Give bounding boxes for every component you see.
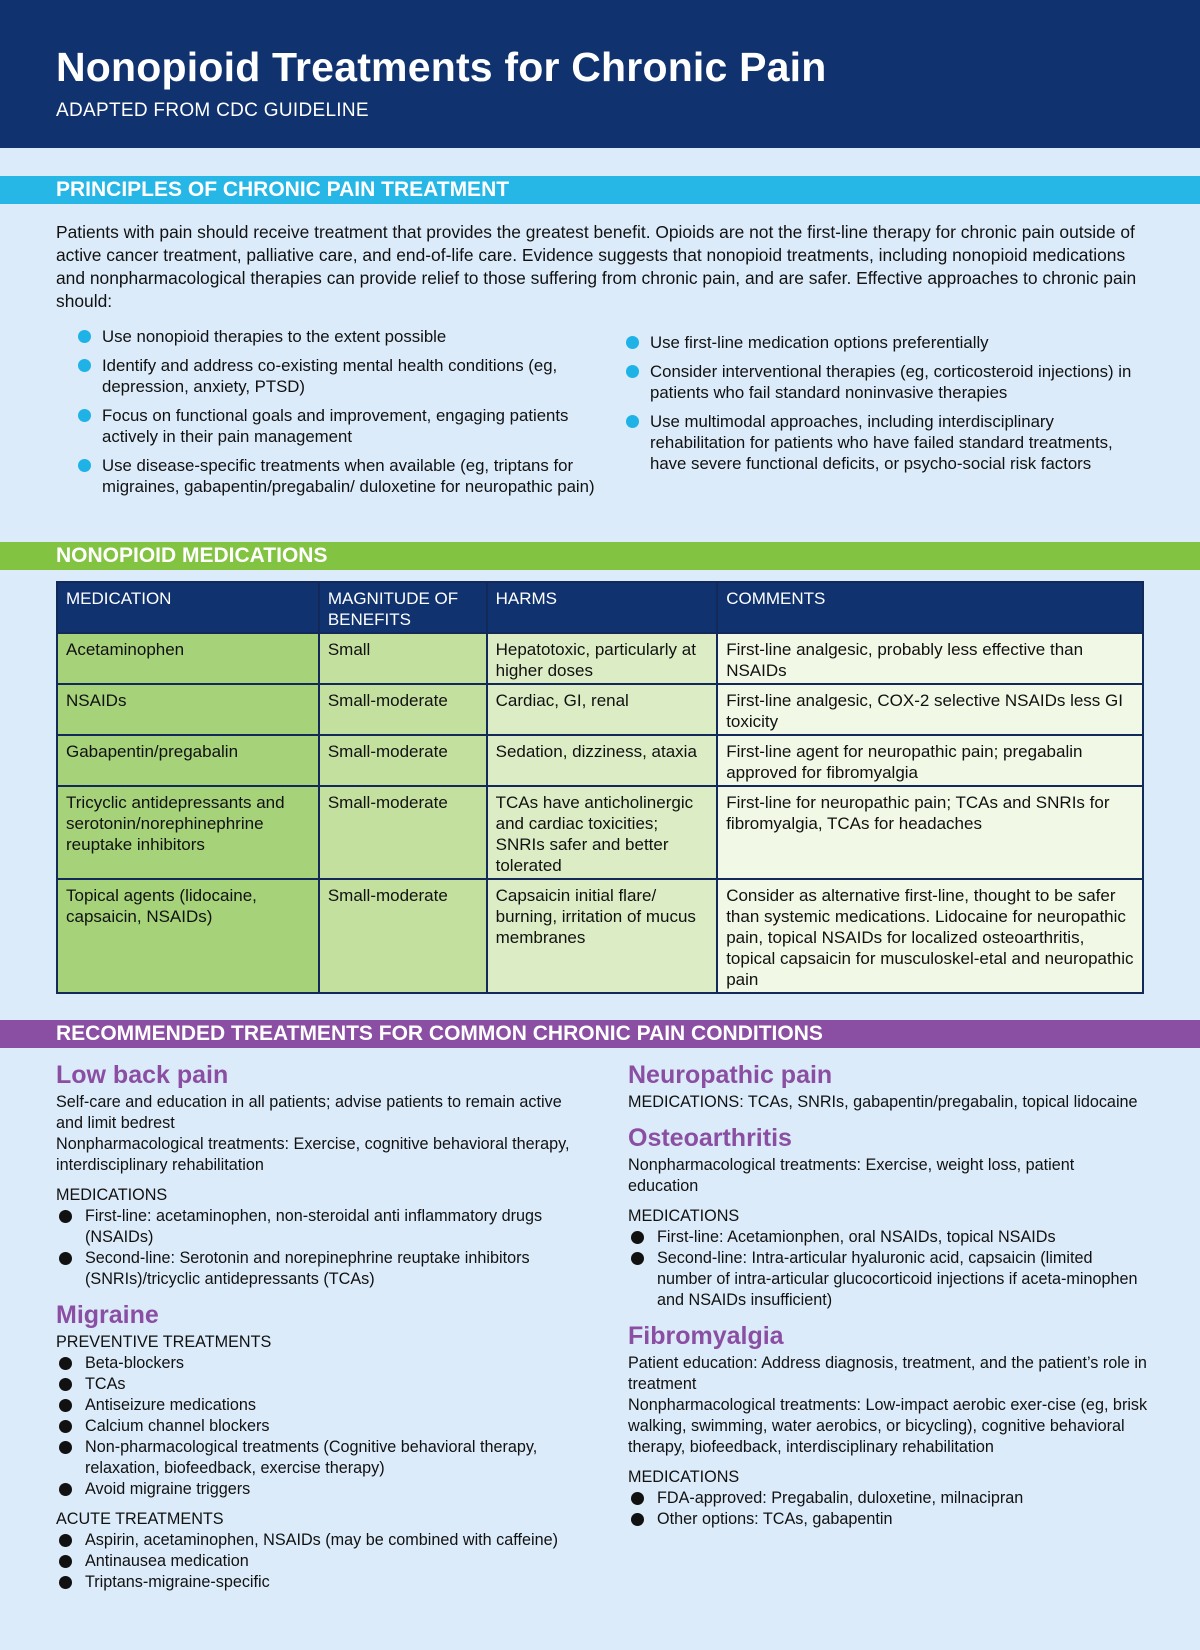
table-cell: Small-moderate xyxy=(319,879,487,993)
principles-intro: Patients with pain should receive treatment that provides the greatest benefit. Opioids are not the first-line therapy for chronic pain outside of active cancer treatment, palliative care, and end-of-life care. Evidence suggests that nonopioid treatments, including nonopioid medications and nonpharmacological therapies can provide relief to those suffering from chronic pain, and are safer. Effective approaches to chronic pain should: xyxy=(56,222,1137,311)
list-item: TCAs xyxy=(56,1374,576,1395)
list-item: FDA-approved: Pregabalin, duloxetine, milnacipran xyxy=(628,1488,1148,1509)
table-cell: Capsaicin initial flare/ burning, irritation of mucus membranes xyxy=(487,879,718,993)
list-item: Triptans-migraine-specific xyxy=(56,1572,576,1593)
table-cell: Tricyclic antidepressants and serotonin/norephinephrine reuptake inhibitors xyxy=(57,786,319,879)
table-row xyxy=(57,633,1143,684)
medications-heading: NONOPIOID MEDICATIONS xyxy=(0,542,1200,570)
list-item: Use multimodal approaches, including interdisciplinary rehabilitation for patients who have failed standard treatments, have severe functional deficits, or psycho-social risk factors xyxy=(604,411,1144,474)
page-subtitle: ADAPTED FROM CDC GUIDELINE xyxy=(56,100,369,121)
migraine-title: Migraine xyxy=(56,1301,159,1329)
list-item: Avoid migraine triggers xyxy=(56,1479,576,1500)
migraine-acute-list xyxy=(56,1530,576,1593)
table-row xyxy=(57,879,1143,993)
table-cell: First-line for neuropathic pain; TCAs and SNRIs for fibromyalgia, TCAs for headaches xyxy=(717,786,1143,879)
principles-right-list xyxy=(604,332,1144,482)
osteoarthritis-title: Osteoarthritis xyxy=(628,1124,792,1152)
list-item: Focus on functional goals and improvement, engaging patients actively in their pain management xyxy=(56,405,616,447)
list-item: Second-line: Serotonin and norepinephrine reuptake inhibitors (SNRIs)/tricyclic antidepressants (TCAs) xyxy=(56,1248,576,1290)
low-back-meds-label: MEDICATIONS xyxy=(56,1186,168,1204)
table-cell: First-line analgesic, probably less effective than NSAIDs xyxy=(717,633,1143,684)
column-header: MAGNITUDE OF BENEFITS xyxy=(319,582,487,633)
list-item: Use first-line medication options preferentially xyxy=(604,332,1144,353)
list-item: Non-pharmacological treatments (Cognitive behavioral therapy, relaxation, biofeedback, exercise therapy) xyxy=(56,1437,576,1479)
principles-heading: PRINCIPLES OF CHRONIC PAIN TREATMENT xyxy=(0,176,1200,204)
column-header: COMMENTS xyxy=(717,582,1143,633)
table-row xyxy=(57,735,1143,786)
low-back-meds-list xyxy=(56,1206,576,1290)
fibromyalgia-nonpharm: Nonpharmacological treatments: Low-impact aerobic exer-cise (eg, brisk walking, swimming, water aerobics, or bicycling), cognitive behavioral therapy, biofeedback, interdisciplinary rehabilitation xyxy=(628,1396,1148,1456)
column-header: HARMS xyxy=(487,582,718,633)
list-item: First-line: acetaminophen, non-steroidal anti inflammatory drugs (NSAIDs) xyxy=(56,1206,576,1248)
table-cell: Hepatotoxic, particularly at higher doses xyxy=(487,633,718,684)
page-title: Nonopioid Treatments for Chronic Pain xyxy=(56,44,827,90)
list-item: Other options: TCAs, gabapentin xyxy=(628,1509,1148,1530)
list-item: Use nonopioid therapies to the extent possible xyxy=(56,326,616,347)
list-item: Antiseizure medications xyxy=(56,1395,576,1416)
list-item: Use disease-specific treatments when available (eg, triptans for migraines, gabapentin/pregabalin/ duloxetine for neuropathic pain) xyxy=(56,455,616,497)
table-cell: Small-moderate xyxy=(319,684,487,735)
migraine-preventive-label: PREVENTIVE TREATMENTS xyxy=(56,1333,272,1351)
table-cell: Cardiac, GI, renal xyxy=(487,684,718,735)
table-cell: Consider as alternative first-line, thought to be safer than systemic medications. Lidocaine for neuropathic pain, topical NSAIDs for localized osteoarthritis, topical capsaicin for musculoskel-etal and neuropathic pain xyxy=(717,879,1143,993)
page-header xyxy=(0,0,1200,148)
low-back-pain-nonpharm: Nonpharmacological treatments: Exercise, cognitive behavioral therapy, interdisciplinary rehabilitation xyxy=(56,1135,570,1174)
table-cell: Sedation, dizziness, ataxia xyxy=(487,735,718,786)
migraine-preventive-list xyxy=(56,1353,576,1500)
list-item: Identify and address co-existing mental health conditions (eg, depression, anxiety, PTSD) xyxy=(56,355,616,397)
list-item: First-line: Acetamionphen, oral NSAIDs, topical NSAIDs xyxy=(628,1227,1148,1248)
column-header: MEDICATION xyxy=(57,582,319,633)
table-cell: Small xyxy=(319,633,487,684)
fibromyalgia-title: Fibromyalgia xyxy=(628,1322,784,1350)
table-cell: Small-moderate xyxy=(319,735,487,786)
fibromyalgia-meds-label: MEDICATIONS xyxy=(628,1468,740,1486)
list-item: Calcium channel blockers xyxy=(56,1416,576,1437)
table-cell: Topical agents (lidocaine, capsaicin, NSAIDs) xyxy=(57,879,319,993)
fibromyalgia-education: Patient education: Address diagnosis, treatment, and the patient’s role in treatment xyxy=(628,1354,1147,1393)
table-header-row xyxy=(57,582,1143,633)
table-cell: NSAIDs xyxy=(57,684,319,735)
osteoarthritis-meds-label: MEDICATIONS xyxy=(628,1207,740,1225)
fibromyalgia-meds-list xyxy=(628,1488,1148,1530)
conditions-right-column xyxy=(628,1060,1148,1530)
osteoarthritis-text: Nonpharmacological treatments: Exercise, weight loss, patient education xyxy=(628,1156,1075,1195)
neuropathic-pain-title: Neuropathic pain xyxy=(628,1061,833,1089)
list-item: Beta-blockers xyxy=(56,1353,576,1374)
medications-table xyxy=(56,581,1144,994)
conditions-left-column xyxy=(56,1060,576,1593)
low-back-pain-text: Self-care and education in all patients; advise patients to remain active and limit bedrest xyxy=(56,1093,562,1132)
table-cell: TCAs have anticholinergic and cardiac toxicities; SNRIs safer and better tolerated xyxy=(487,786,718,879)
table-cell: Acetaminophen xyxy=(57,633,319,684)
list-item: Second-line: Intra-articular hyaluronic acid, capsaicin (limited number of intra-articular glucocorticoid injections if aceta-minophen and NSAIDs insufficient) xyxy=(628,1248,1148,1311)
table-cell: First-line analgesic, COX-2 selective NSAIDs less GI toxicity xyxy=(717,684,1143,735)
table-cell: Gabapentin/pregabalin xyxy=(57,735,319,786)
low-back-pain-title: Low back pain xyxy=(56,1061,229,1089)
list-item: Consider interventional therapies (eg, corticosteroid injections) in patients who fail standard noninvasive therapies xyxy=(604,361,1144,403)
table-row xyxy=(57,684,1143,735)
table-row xyxy=(57,786,1143,879)
osteoarthritis-meds-list xyxy=(628,1227,1148,1311)
migraine-acute-label: ACUTE TREATMENTS xyxy=(56,1510,224,1528)
list-item: Aspirin, acetaminophen, NSAIDs (may be combined with caffeine) xyxy=(56,1530,576,1551)
table-cell: Small-moderate xyxy=(319,786,487,879)
neuropathic-pain-text: MEDICATIONS: TCAs, SNRIs, gabapentin/pregabalin, topical lidocaine xyxy=(628,1093,1138,1111)
table-cell: First-line agent for neuropathic pain; pregabalin approved for fibromyalgia xyxy=(717,735,1143,786)
conditions-heading: RECOMMENDED TREATMENTS FOR COMMON CHRONIC PAIN CONDITIONS xyxy=(0,1020,1200,1048)
principles-left-list xyxy=(56,326,616,505)
list-item: Antinausea medication xyxy=(56,1551,576,1572)
